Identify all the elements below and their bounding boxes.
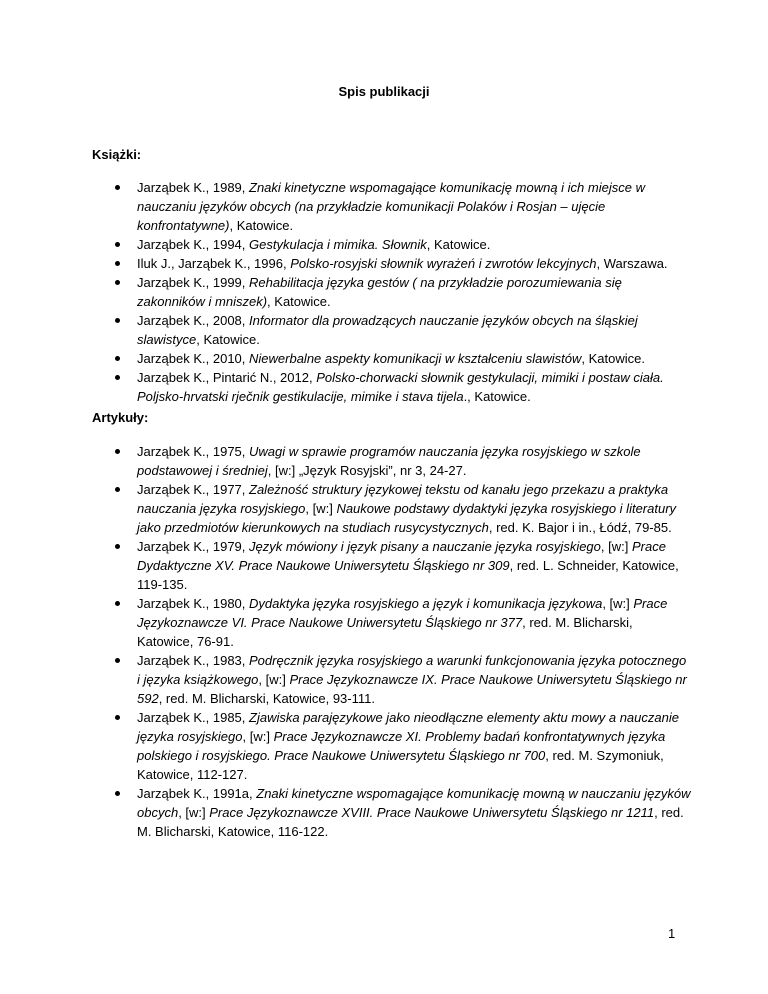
citation-text: Jarząbek K., 1975,	[137, 444, 250, 459]
books-list	[92, 178, 692, 406]
citation-text: , [w:]	[602, 596, 634, 611]
citation-text: , Katowice.	[426, 237, 491, 252]
citation-text: Jarząbek K., 1985,	[137, 710, 250, 725]
citation-text: , Warszawa.	[596, 256, 668, 271]
citation-text: , Katowice.	[581, 351, 645, 366]
citation-title: Dydaktyka języka rosyjskiego a język i komunikacja językowa	[249, 596, 603, 611]
citation-title: Rehabilitacja języka gestów ( na przykładzie porozumiewania się zakonników i mniszek)	[137, 275, 622, 309]
article-entry	[92, 784, 692, 841]
citation-text: Jarząbek K., 2010,	[137, 351, 250, 366]
citation-text: , [w:] „Język Rosyjski”, nr 3, 24-27.	[267, 463, 467, 478]
article-entry	[92, 651, 692, 708]
citation-title: Prace Językoznawcze XVIII. Prace Naukowe Uniwersytetu Śląskiego nr 1211	[209, 805, 655, 820]
citation-title: Znaki kinetyczne wspomagające komunikację mowną i ich miejsce w nauczaniu języków obcych (na przykładzie komunikacji Polaków i Rosjan – ujęcie konfrontatywne)	[137, 180, 645, 233]
citation-text: , red. L. Schneider, Katowice, 119-135.	[137, 558, 679, 592]
page-number: 1	[668, 926, 676, 941]
citation-text: , Katowice.	[196, 332, 260, 347]
citation-title: Zależność struktury językowej tekstu od kanału jego przekazu a praktyka nauczania języka rosyjskiego	[137, 482, 669, 516]
citation-title: Gestykulacja i mimika. Słownik	[249, 237, 427, 252]
citation-text: , [w:]	[242, 729, 274, 744]
citation-title: Prace Dydaktyczne XV. Prace Naukowe Uniwersytetu Śląskiego nr 309	[137, 539, 666, 573]
citation-title: Znaki kinetyczne wspomagające komunikację mowną w nauczaniu języków obcych	[137, 786, 691, 820]
citation-title: Zjawiska parajęzykowe jako nieodłączne elementy aktu mowy a nauczanie języka rosyjskiego	[137, 710, 679, 744]
citation-text: , red. K. Bajor i in., Łódź, 79-85.	[488, 520, 672, 535]
citation-text: Jarząbek K., 2008,	[137, 313, 250, 328]
citation-text: , [w:]	[600, 539, 632, 554]
citation-title: Język mówiony i język pisany a nauczanie języka rosyjskiego	[249, 539, 601, 554]
book-entry	[92, 311, 692, 349]
article-entry	[92, 537, 692, 594]
citation-text: , [w:]	[258, 672, 290, 687]
citation-text: ., Katowice.	[463, 389, 531, 404]
citation-text: Jarząbek K., 1979,	[137, 539, 250, 554]
page-title: Spis publikacji	[338, 84, 430, 99]
article-entry	[92, 708, 692, 784]
citation-text: Jarząbek K., 1999,	[137, 275, 250, 290]
book-entry	[92, 235, 692, 254]
article-entry	[92, 480, 692, 537]
citation-title: Polsko-rosyjski słownik wyrażeń i zwrotów lekcyjnych	[290, 256, 597, 271]
citation-text: Jarząbek K., 1994,	[137, 237, 250, 252]
citation-title: Informator dla prowadzących nauczanie języków obcych na śląskiej slawistyce	[137, 313, 638, 347]
citation-title: Podręcznik języka rosyjskiego a warunki funkcjonowania języka potocznego i języka książkowego	[137, 653, 687, 687]
citation-title: Prace Językoznawcze IX. Prace Naukowe Uniwersytetu Śląskiego nr 592	[137, 672, 687, 706]
citation-text: , Katowice.	[229, 218, 294, 233]
citation-title: Prace Językoznawcze VI. Prace Naukowe Uniwersytetu Śląskiego nr 377	[137, 596, 668, 630]
citation-text: , red. M. Szymoniuk, Katowice, 112-127.	[137, 748, 664, 782]
citation-text: , red. M. Blicharski, Katowice, 116-122.	[137, 805, 684, 839]
citation-text: Jarząbek K., 1977,	[137, 482, 250, 497]
citation-title: Uwagi w sprawie programów nauczania języka rosyjskiego w szkole podstawowej i średniej	[137, 444, 641, 478]
book-entry	[92, 254, 692, 273]
citation-text: Iluk J., Jarząbek K., 1996,	[137, 256, 291, 271]
book-entry	[92, 368, 692, 406]
citation-text: Jarząbek K., 1991a,	[137, 786, 257, 801]
citation-text: Jarząbek K., 1980,	[137, 596, 250, 611]
book-entry	[92, 178, 692, 235]
citation-text: , [w:]	[178, 805, 210, 820]
citation-title: Niewerbalne aspekty komunikacji w kształceniu slawistów	[249, 351, 582, 366]
book-entry	[92, 349, 692, 368]
citation-text: Jarząbek K., Pintarić N., 2012,	[137, 370, 317, 385]
books-heading: Książki:	[92, 147, 142, 162]
article-entry	[92, 594, 692, 651]
articles-heading: Artykuły:	[92, 410, 149, 425]
article-entry	[92, 442, 692, 480]
citation-title: Prace Językoznawcze XI. Problemy badań konfrontatywnych języka polskiego i rosyjskiego. Prace Naukowe Uniwersytetu Śląskiego nr 700	[137, 729, 666, 763]
citation-text: Jarząbek K., 1989,	[137, 180, 250, 195]
citation-text: , red. M. Blicharski, Katowice, 76-91.	[137, 615, 633, 649]
citation-text: , [w:]	[305, 501, 337, 516]
citation-title: Polsko-chorwacki słownik gestykulacji, mimiki i postaw ciała. Poljsko-hrvatski rječnik gestikulacije, mimike i stava tijela	[137, 370, 664, 404]
book-entry	[92, 273, 692, 311]
citation-title: Naukowe podstawy dydaktyki języka rosyjskiego i literatury jako przedmiotów kierunkowych na studiach rusycystycznych	[137, 501, 677, 535]
articles-list	[92, 442, 692, 841]
citation-text: , Katowice.	[267, 294, 331, 309]
citation-text: , red. M. Blicharski, Katowice, 93-111.	[158, 691, 375, 706]
citation-text: Jarząbek K., 1983,	[137, 653, 250, 668]
